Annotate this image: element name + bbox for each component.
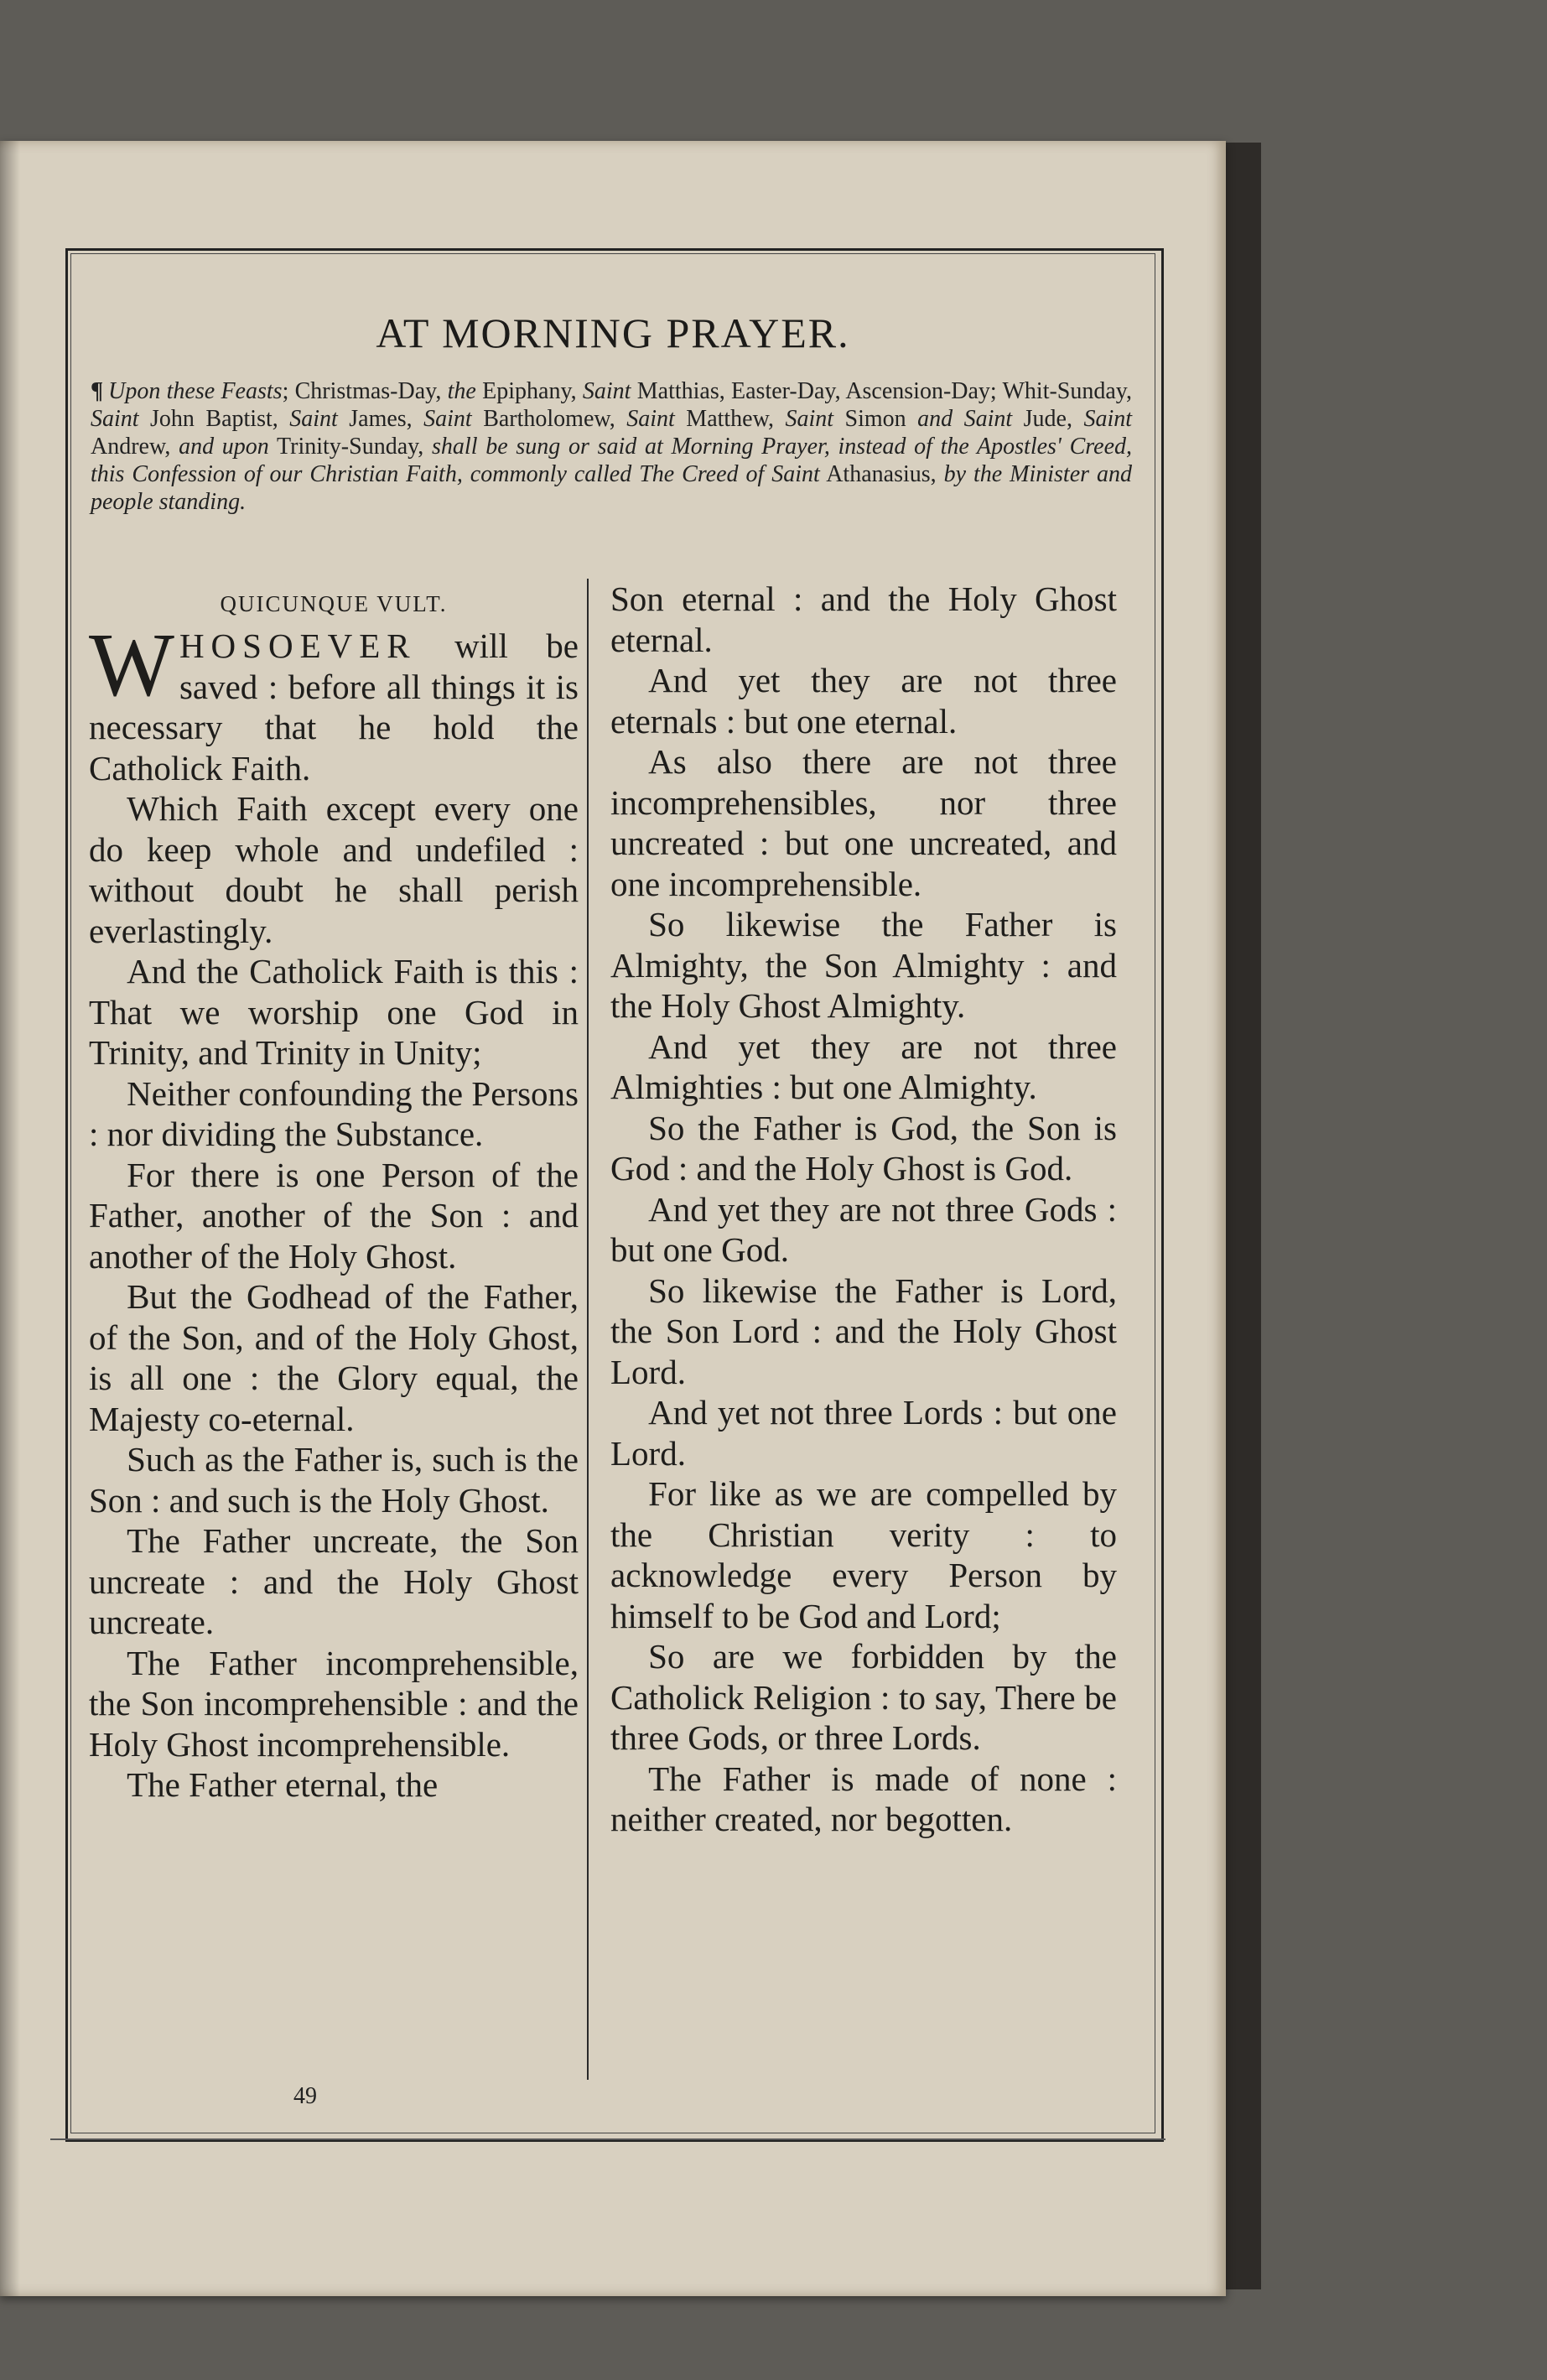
- rubric-segment: James,: [337, 406, 424, 432]
- page-title: AT MORNING PRAYER.: [376, 309, 850, 356]
- verse: Such as the Father is, such is the Son : and such is the Holy Ghost.: [89, 1440, 579, 1520]
- rubric-segment: and Saint: [917, 406, 1013, 432]
- page-gutter-shadow: [0, 141, 20, 2296]
- verse: And the Catholick Faith is this : That we worship one God in Trinity, and Trinity in Unity;: [89, 952, 579, 1072]
- rubric-segment: by the Minister and people standing.: [91, 461, 1132, 515]
- rubric-segment: Saint: [785, 406, 834, 432]
- verse: The Father is made of none : neither created, nor begotten.: [610, 1759, 1117, 1838]
- creed-heading: QUICUNQUE VULT.: [220, 591, 448, 616]
- verse: For there is one Person of the Father, another of the Son : and another of the Holy Ghost.: [89, 1155, 579, 1276]
- continuation: Son eternal : and the Holy Ghost eternal.: [610, 579, 1117, 659]
- verse: So are we forbidden by the Catholick Religion : to say, There be three Gods, or three Lords.: [610, 1637, 1117, 1757]
- rubric-segment: Jude,: [1012, 406, 1084, 432]
- rubric-segment: Upon these Feasts: [108, 378, 283, 404]
- pilcrow-icon: ¶: [91, 378, 104, 404]
- rubric-segment: Athanasius,: [819, 461, 944, 487]
- verse: As also there are not three incomprehensibles, nor three uncreated : but one uncreated, and one incomprehensible.: [610, 742, 1117, 903]
- verse: The Father incomprehensible, the Son incomprehensible : and the Holy Ghost incomprehensible.: [89, 1643, 579, 1764]
- verse: And yet they are not three Gods : but one God.: [610, 1189, 1117, 1269]
- rubric-segment: Trinity-Sunday,: [268, 434, 433, 460]
- rubric-segment: and upon: [179, 434, 269, 460]
- rubric-segment: Saint: [91, 406, 139, 432]
- rubric-segment: Matthew,: [674, 406, 786, 432]
- page-number: 49: [293, 2083, 317, 2109]
- verse: And yet they are not three eternals : but one eternal.: [610, 661, 1117, 741]
- rubric-segment: John Baptist,: [138, 406, 290, 432]
- rubric-segment: Saint: [582, 378, 631, 404]
- verse: For like as we are compelled by the Christian verity : to acknowledge every Person by himself to be God and Lord;: [610, 1474, 1117, 1635]
- verse: The Father eternal, the: [127, 1765, 439, 1804]
- rubric-segment: Saint: [626, 406, 675, 432]
- rubric-segment: Epiphany,: [475, 378, 583, 404]
- rubric-text: [91, 378, 1132, 515]
- rubric-segment: Saint: [423, 406, 472, 432]
- verse: The Father uncreate, the Son uncreate : and the Holy Ghost uncreate.: [89, 1521, 579, 1641]
- verse: And yet they are not three Almighties : but one Almighty.: [610, 1026, 1117, 1106]
- opening-rest: will be saved : before all things it is necessary that he hold the Catholick Faith.: [89, 626, 579, 787]
- bottom-rule: [50, 2138, 1165, 2140]
- column-divider: [587, 579, 589, 2080]
- rubric-segment: Saint: [289, 406, 338, 432]
- verse: Neither confounding the Persons : nor dividing the Substance.: [89, 1073, 579, 1153]
- rubric-segment: ; Christmas-Day,: [282, 378, 448, 404]
- rubric-segment: Andrew,: [91, 434, 179, 460]
- verse: But the Godhead of the Father, of the Son, and of the Holy Ghost, is all one : the Glory equal, the Majesty co-eternal.: [89, 1277, 579, 1438]
- verse: So likewise the Father is Almighty, the Son Almighty : and the Holy Ghost Almighty.: [610, 905, 1117, 1025]
- rubric: [91, 377, 1132, 516]
- rubric-segment: the: [447, 378, 476, 404]
- left-column: [89, 579, 579, 1806]
- opening-caps: HOSOEVER: [179, 626, 417, 665]
- rubric-segment: Saint: [1083, 406, 1132, 432]
- rubric-segment: shall be sung or said at Morning Prayer, instead of the Apostles' Creed, this Confession of our Christian Faith, commonly called The Creed of Saint: [91, 434, 1133, 487]
- rubric-segment: Simon: [833, 406, 918, 432]
- right-column: [610, 579, 1117, 1840]
- verse: So the Father is God, the Son is God : and the Holy Ghost is God.: [610, 1108, 1117, 1187]
- drop-cap: W: [89, 616, 174, 715]
- verse: And yet not three Lords : but one Lord.: [610, 1393, 1117, 1473]
- verse: Which Faith except every one do keep whole and undefiled : without doubt he shall perish everlastingly.: [89, 789, 579, 950]
- verse: So likewise the Father is Lord, the Son Lord : and the Holy Ghost Lord.: [610, 1271, 1117, 1391]
- rubric-segment: Bartholomew,: [471, 406, 627, 432]
- rubric-segment: Matthias, Easter-Day, Ascension-Day; Whit-Sunday,: [631, 378, 1132, 404]
- opening-paragraph: [89, 616, 579, 788]
